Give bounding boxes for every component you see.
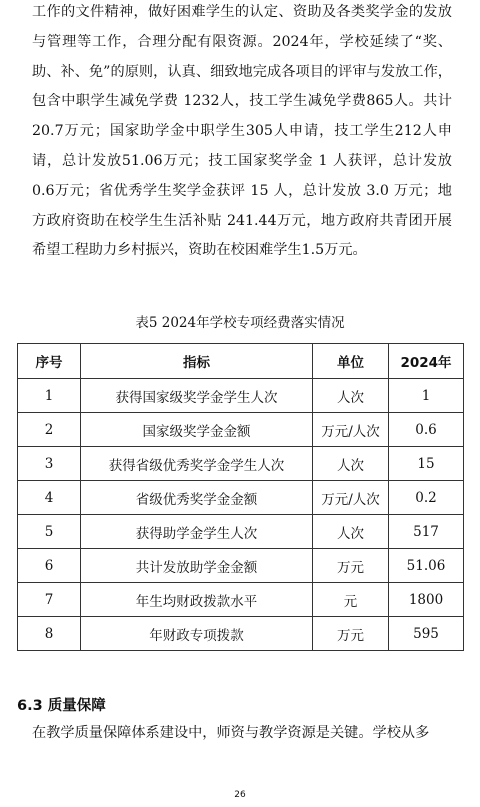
cell-indicator: 年财政专项拨款 [81,617,313,651]
cell-unit: 人次 [313,447,389,481]
cell-indicator: 获得国家级奖学金学生人次 [81,379,313,413]
cell-index: 5 [18,515,81,549]
cell-value: 15 [389,447,464,481]
cell-value: 1800 [389,583,464,617]
cell-index: 8 [18,617,81,651]
table-row [18,515,464,549]
cell-value: 51.06 [389,549,464,583]
cell-indicator: 获得助学金学生人次 [81,515,313,549]
section-heading: 6.3 质量保障 [17,698,106,714]
cell-unit: 万元 [313,549,389,583]
cell-index: 1 [18,379,81,413]
cell-index: 4 [18,481,81,515]
header-unit: 单位 [313,344,389,379]
body-paragraph-continued: 在教学质量保障体系建设中，师资与教学资源是关键。学校从多 [32,725,430,741]
cell-index: 3 [18,447,81,481]
cell-unit: 元 [313,583,389,617]
cell-indicator: 国家级奖学金金额 [81,413,313,447]
header-index: 序号 [18,344,81,379]
cell-value: 1 [389,379,464,413]
cell-indicator: 共计发放助学金金额 [81,549,313,583]
table-row [18,447,464,481]
cell-value: 517 [389,515,464,549]
cell-unit: 万元 [313,617,389,651]
cell-index: 6 [18,549,81,583]
cell-index: 2 [18,413,81,447]
funding-table [17,343,464,651]
cell-indicator: 年生均财政拨款水平 [81,583,313,617]
cell-unit: 万元/人次 [313,481,389,515]
cell-value: 0.6 [389,413,464,447]
header-indicator: 指标 [81,344,313,379]
header-year: 2024年 [389,344,464,379]
table-row [18,549,464,583]
cell-index: 7 [18,583,81,617]
page-number: 26 [234,790,246,800]
cell-unit: 人次 [313,515,389,549]
cell-value: 0.2 [389,481,464,515]
cell-value: 595 [389,617,464,651]
cell-unit: 万元/人次 [313,413,389,447]
cell-indicator: 省级优秀奖学金金额 [81,481,313,515]
table-row [18,379,464,413]
cell-indicator: 获得省级优秀奖学金学生人次 [81,447,313,481]
table-row [18,583,464,617]
table-caption: 表5 2024年学校专项经费落实情况 [135,315,345,331]
table-row [18,481,464,515]
cell-unit: 人次 [313,379,389,413]
table-row [18,617,464,651]
table-row [18,413,464,447]
table-header-row [18,344,464,379]
body-paragraph: 工作的文件精神，做好困难学生的认定、资助及各类奖学金的发放与管理等工作，合理分配有限资源。2024年，学校延续了“奖、助、补、免”的原则，认真、细致地完成各项目的评审与发放工作，包含中职学生减免学费 1232人，技工学生减免学费865人。共计 20.7万元；国家助学金中职学生305人申请，技工学生212人申请，总计发放51.06万元；技工国家奖学金 1 人获评，总计发放 0.6万元；省优秀学生奖学金获评 15 人，总计发放 3.0 万元；地方政府资助在校学生生活补贴 241.44万元，地方政府共青团开展希望工程助力乡村振兴，资助在校困难学生1.5万元。 [32,4,452,259]
